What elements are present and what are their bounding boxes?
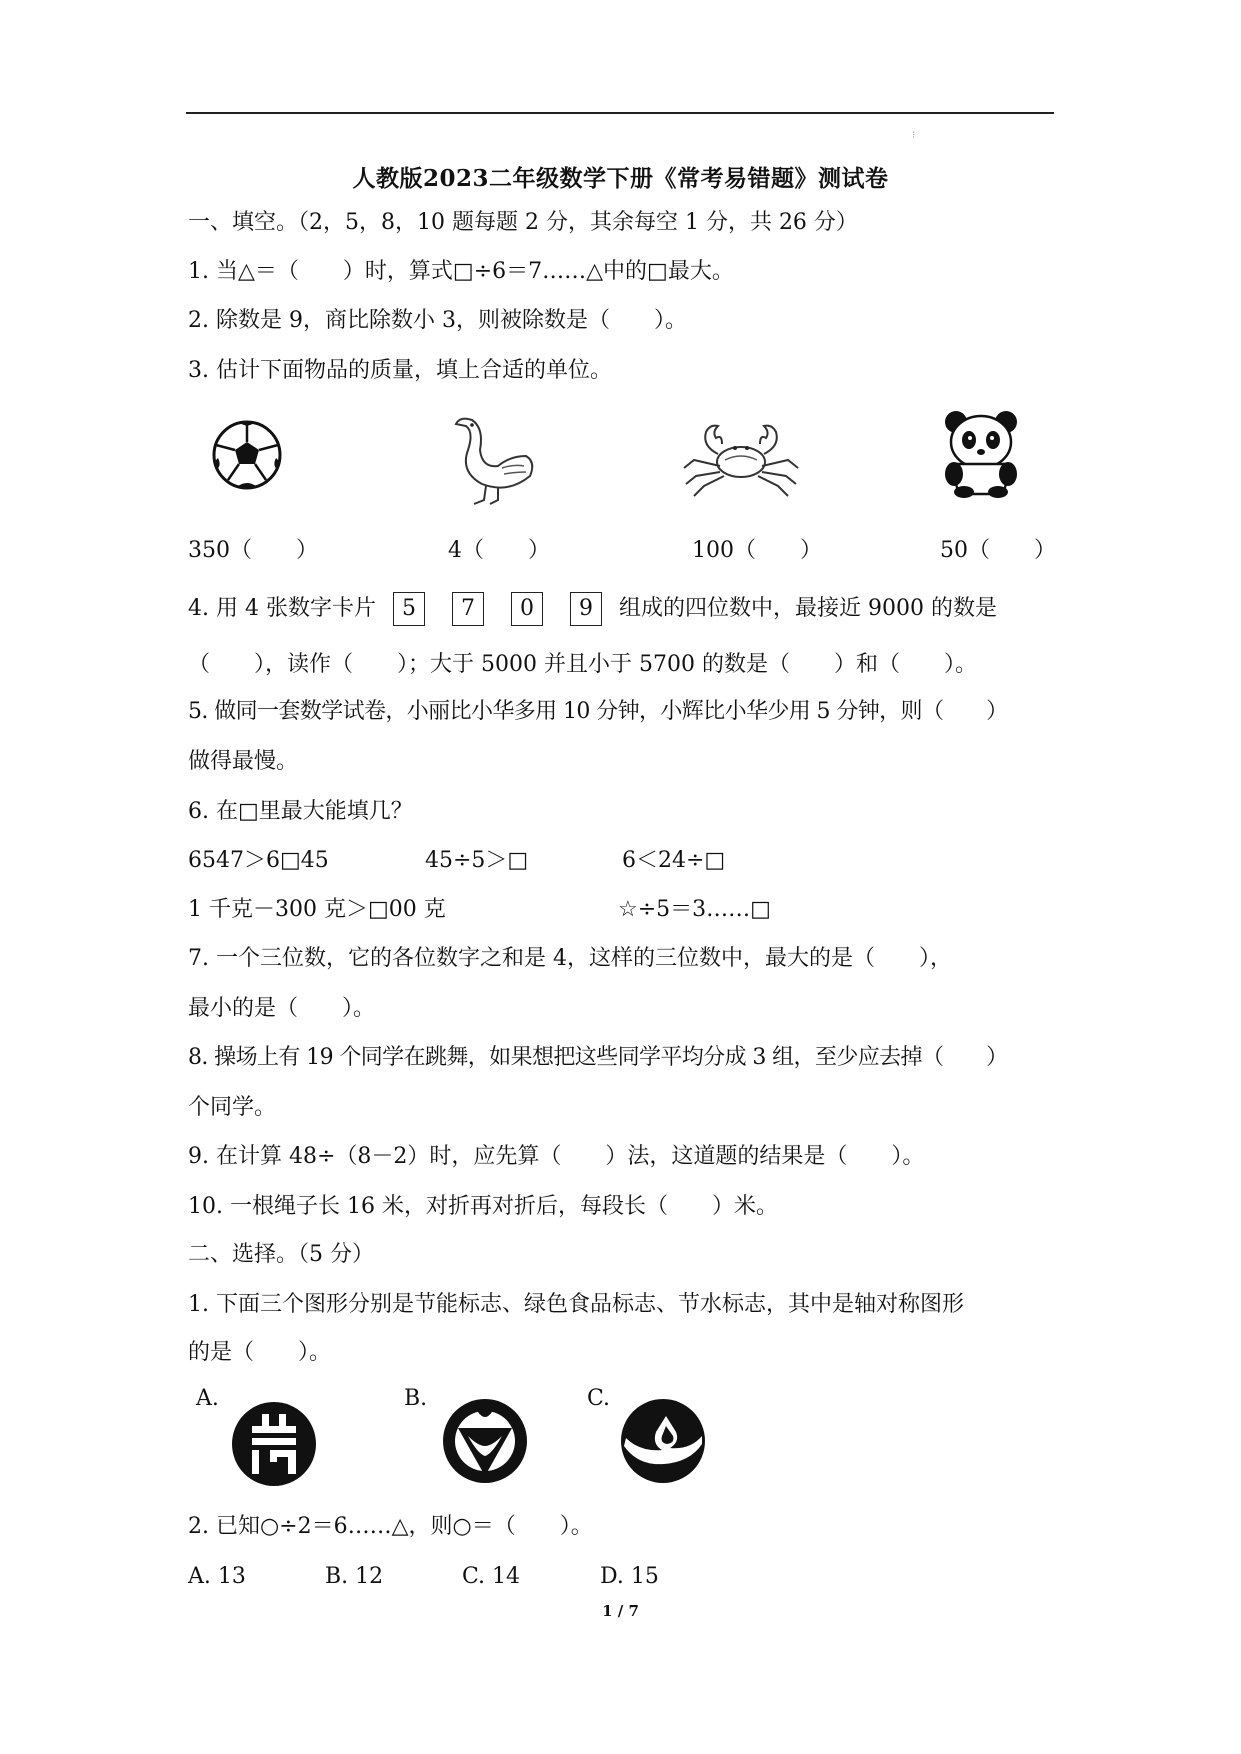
question-1-4-line2: （ ），读作（ ）；大于 5000 并且小于 5700 的数是（ ）和（ ）。	[188, 652, 977, 677]
question-2-1: 1. 下面三个图形分别是节能标志、绿色食品标志、节水标志，其中是轴对称图形	[188, 1292, 964, 1317]
panda-icon	[940, 408, 1022, 498]
question-1-1: 1. 当△＝（ ）时，算式□÷6＝7……△中的□最大。	[188, 259, 734, 284]
q6-item: 6547＞6□45	[188, 848, 329, 873]
question-1-7: 7. 一个三位数，它的各位数字之和是 4，这样的三位数中，最大的是（ ），	[188, 946, 952, 971]
number-card: 5	[393, 592, 425, 626]
q4-suffix: 组成的四位数中，最接近 9000 的数是	[618, 596, 997, 621]
number-cards	[383, 592, 612, 626]
header-mark: ⁝	[912, 130, 916, 141]
question-1-10: 10. 一根绳子长 16 米，对折再对折后，每段长（ ）米。	[188, 1194, 778, 1219]
question-1-2: 2. 除数是 9，商比除数小 3，则被除数是（ ）。	[188, 308, 687, 333]
option-d: D. 15	[600, 1564, 659, 1589]
q6-item: 45÷5＞□	[425, 848, 529, 873]
option-a: A. 13	[188, 1564, 246, 1589]
page-title: 人教版2023二年级数学下册《常考易错题》测试卷	[352, 165, 889, 192]
option-a-label: A.	[196, 1386, 219, 1411]
question-1-3: 3. 估计下面物品的质量，填上合适的单位。	[188, 358, 612, 383]
q3-item-goose-label: 4（ ）	[448, 538, 550, 563]
question-1-7-line2: 最小的是（ ）。	[188, 996, 376, 1021]
q6-item: ☆÷5＝3……□	[618, 897, 771, 922]
question-2-1-line2: 的是（ ）。	[188, 1340, 332, 1365]
q3-item-crab-label: 100（ ）	[692, 538, 822, 563]
question-1-4	[188, 592, 997, 626]
option-b: B. 12	[325, 1564, 384, 1589]
q3-item-ball-label: 350（ ）	[188, 538, 318, 563]
option-c-label: C.	[587, 1386, 611, 1411]
q3-item-panda-label: 50（ ）	[940, 538, 1056, 563]
question-1-8-line2: 个同学。	[188, 1095, 277, 1120]
goose-icon	[452, 410, 538, 506]
number-card: 7	[452, 592, 484, 626]
header-rule	[186, 112, 1054, 114]
question-1-5: 5. 做同一套数学试卷，小丽比小华多用 10 分钟，小辉比小华少用 5 分钟，则（ ）	[188, 699, 1008, 724]
question-1-9: 9. 在计算 48÷（8－2）时，应先算（ ）法，这道题的结果是（ ）。	[188, 1144, 925, 1169]
question-1-6: 6. 在□里最大能填几？	[188, 799, 413, 824]
number-card: 9	[570, 592, 602, 626]
green-food-logo-icon	[440, 1396, 530, 1486]
energy-saving-logo-icon	[230, 1400, 318, 1488]
section2-heading: 二、选择。（5 分）	[188, 1242, 374, 1267]
option-c: C. 14	[462, 1564, 521, 1589]
water-saving-logo-icon	[618, 1396, 708, 1486]
question-1-8: 8. 操场上有 19 个同学在跳舞，如果想把这些同学平均分成 3 组，至少应去掉（ ）	[188, 1045, 1008, 1070]
q4-prefix: 4. 用 4 张数字卡片	[188, 596, 376, 621]
question-1-5-line2: 做得最慢。	[188, 749, 299, 774]
crab-icon	[680, 416, 802, 498]
soccer-ball-icon	[210, 418, 284, 492]
option-b-label: B.	[404, 1386, 428, 1411]
question-2-2: 2. 已知○÷2＝6……△，则○＝（ ）。	[188, 1514, 593, 1539]
q6-item: 1 千克－300 克＞□00 克	[188, 897, 446, 922]
q6-item: 6＜24÷□	[622, 848, 726, 873]
page-number: 1 / 7	[602, 1602, 639, 1620]
number-card: 0	[511, 592, 543, 626]
section1-heading: 一、填空。（2，5，8，10 题每题 2 分，其余每空 1 分，共 26 分）	[188, 210, 858, 235]
